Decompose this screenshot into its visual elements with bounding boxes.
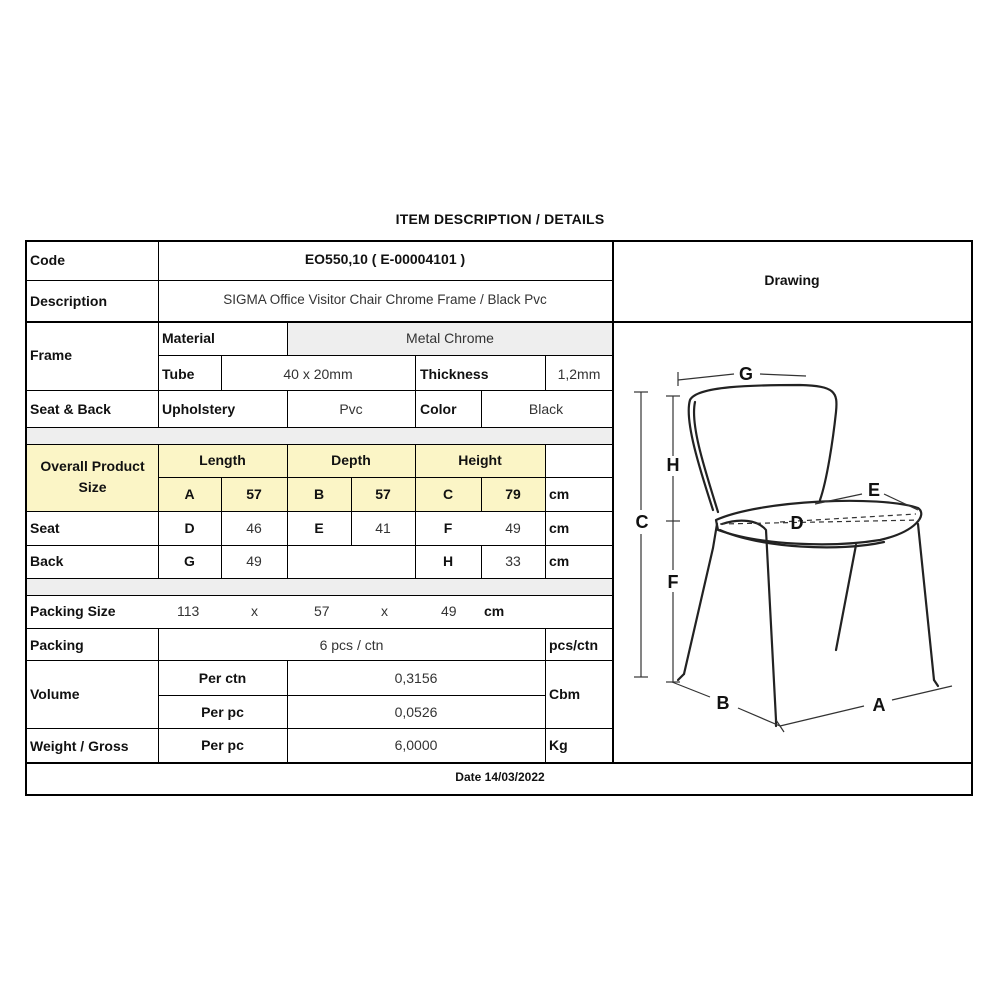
code-value: EO550,10 ( E-00004101 ) [304,251,466,267]
drawing-letter-e: E [867,480,881,500]
d-letter: D [184,520,195,536]
chair-frame-rear-left [684,524,717,674]
weight-per-pc-label: Per pc [201,737,244,753]
height-header: Height [458,452,502,468]
packing-size-length: 113 [177,603,200,619]
drawing-letter-c: C [635,512,649,532]
e-value: 41 [375,520,391,536]
description-value: SIGMA Office Visitor Chair Chrome Frame / Black Pvc [223,292,547,307]
back-label: Back [30,553,64,569]
sheet-title: ITEM DESCRIPTION / DETAILS [395,211,605,227]
c-letter: C [442,486,454,502]
thickness-value: 1,2mm [557,366,601,382]
chair-frame-rear-right [836,545,856,650]
tube-label: Tube [162,366,195,382]
packing-value: 6 pcs / ctn [319,637,384,653]
volume-per-pc-value: 0,0526 [394,704,438,720]
packing-size-height: 49 [441,603,457,619]
packing-label: Packing [30,637,84,653]
drawing-letter-b: B [716,693,730,713]
f-value: 49 [505,520,521,536]
frame-label: Frame [30,347,73,363]
packing-size-x2: x [381,603,388,619]
depth-header: Depth [331,452,371,468]
drawing-letter-f: F [667,572,679,592]
tube-value: 40 x 20mm [283,366,353,382]
seat-label: Seat [30,520,60,536]
drawing-letter-g: G [738,364,754,384]
drawing-label: Drawing [764,272,820,288]
h-letter: H [442,553,454,569]
color-value: Black [528,401,564,417]
drawing-letter-a: A [872,695,886,715]
packing-size-label: Packing Size [30,603,116,619]
per-ctn-value: 0,3156 [394,670,438,686]
packing-size-unit: cm [484,603,505,619]
b-value: 57 [375,486,391,502]
overall-unit: cm [549,486,570,502]
g-value: 49 [246,553,262,569]
packing-unit: pcs/ctn [549,637,599,653]
length-header: Length [199,452,246,468]
weight-unit: Kg [549,737,568,753]
overall-size-label-2: Size [78,479,107,495]
seat-back-label: Seat & Back [30,401,111,417]
b-letter: B [313,486,325,502]
description-label: Description [30,293,108,309]
upholstery-label: Upholstery [162,401,236,417]
h-value: 33 [505,553,521,569]
volume-label: Volume [30,686,80,702]
packing-size-width: 57 [314,603,330,619]
volume-per-pc-label: Per pc [201,704,244,720]
overall-size-label-1: Overall Product [40,458,145,474]
chair-frame-front-right [918,524,934,680]
c-value: 79 [505,486,521,502]
material-value: Metal Chrome [406,330,494,346]
color-label: Color [420,401,457,417]
seat-unit: cm [549,520,570,536]
drawing-letter-d: D [790,513,804,533]
drawing-letter-h: H [666,455,680,475]
d-value: 46 [246,520,262,536]
volume-unit: Cbm [549,686,581,702]
weight-label: Weight / Gross [30,738,129,754]
packing-size-x1: x [251,603,258,619]
chair-drawing [614,322,970,760]
thickness-label: Thickness [420,366,489,382]
e-letter: E [314,520,324,536]
upholstery-value: Pvc [339,401,363,417]
code-label: Code [30,252,65,268]
g-letter: G [184,553,195,569]
a-value: 57 [246,486,262,502]
f-letter: F [443,520,453,536]
per-ctn-label: Per ctn [198,670,247,686]
weight-value: 6,0000 [394,737,438,753]
date-footer: Date 14/03/2022 [455,770,545,784]
material-label: Material [162,330,215,346]
a-letter: A [184,486,195,502]
back-unit: cm [549,553,570,569]
